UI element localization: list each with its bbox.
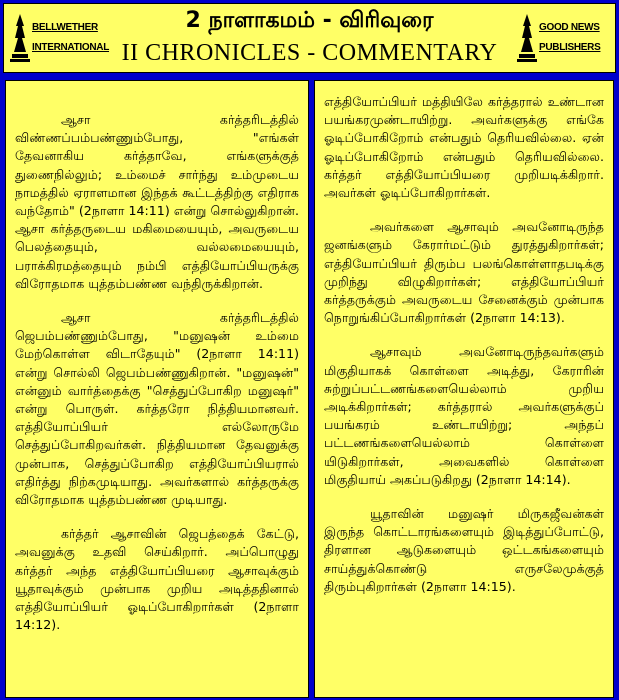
english-title: II CHRONICLES - COMMENTARY	[121, 40, 498, 66]
paragraph: ஆசா கர்த்தரிடத்தில் விண்ணப்பம்பண்ணும்போது, "எங்கள் தேவனாகிய கர்த்தாவே, எங்களுக்குத் துணைநில்லும்; உம்மைச் சார்ந்து உம்முடைய நாமத்தில் ஏராளமான இந்தக் கூட்டத்திற்கு எதிராக வந்தோம்" (2நாளா 14:11) என்று சொல்லுகிறான். ஆசா கர்த்தருடைய மகிமையையும், அவருடைய பெலத்தையும், வல்லமையையும், பராக்கிரமத்தையும் நம்பி எத்தியோப்பியருக்கு விரோதமாக யுத்தம்பண்ண வந்திருக்கிறான்.	[15, 112, 299, 291]
bellwether-logo-line2: INTERNATIONAL	[32, 42, 110, 53]
good-news-logo-text	[539, 18, 600, 58]
bellwether-logo-text	[32, 18, 109, 58]
left-column	[5, 80, 309, 698]
paragraph: ஆசாவும் அவனோடிருந்தவர்களும் மிகுதியாகக் கொள்ளை அடித்து, கேராரின் சுற்றுப்பட்டணங்களையெல்லாம் முறிய அடிக்கிறார்கள்; கர்த்தரால் அவர்களுக்குப் பயங்கரம் உண்டாயிற்று; அந்தப் பட்டணங்களையெல்லாம் கொள்ளை யிடுகிறார்கள், அவைகளில் கொள்ளை மிகுதியாய் அகப்படுகிறது (2நாளா 14:14).	[324, 344, 604, 487]
right-column	[314, 80, 614, 698]
paragraph: எத்தியோப்பியர் மத்தியிலே கர்த்தரால் உண்டான பயங்கரமுண்டாயிற்று. அவர்களுக்கு எங்கே ஓடிப்போகிறோம் என்பதும் தெரியவில்லை. ஏன் ஓடிப்போகிறோம் என்பதும் தெரியவில்லை. கர்த்தர் எத்தியோப்பியரை முறியடிக்கிறார். அவர்கள் ஓடிப்போகிறார்கள்.	[324, 94, 604, 201]
page-title-block	[112, 4, 507, 72]
tamil-title: 2 நாளாகமம் - விரிவுரை	[185, 8, 434, 33]
good-news-logo-line1: GOOD NEWS	[539, 22, 600, 33]
paragraph: ஆசா கர்த்தரிடத்தில் ஜெபம்பண்ணும்போது, "மனுஷன் உம்மை மேற்கொள்ள விடாதேயும்" (2நாளா 14:11) என்று சொல்லி ஜெபம்பண்ணுகிறான். "மனுஷன்" என்னும் வார்த்தைக்கு "செத்துப்போகிற மனுஷர்" என்று பொருள். கர்த்தரோ நித்தியமானவர். எத்தியோப்பியர் எல்லோருமே செத்துப்போகிறவர்கள். நித்தியமான தேவனுக்கு முன்பாக, செத்துப்போகிற எத்தியோப்பியரால் எதிர்த்து நிற்கமுடியாது. அவர்களால் கர்த்தருக்கு விரோதமாக யுத்தம்பண்ண முடியாது.	[15, 310, 299, 508]
good-news-publishers-logo	[517, 10, 609, 68]
bellwether-logo-line1: BELLWETHER	[32, 22, 98, 33]
paragraph: அவர்களை ஆசாவும் அவனோடிருந்த ஜனங்களும் கேரார்மட்டும் துரத்துகிறார்கள்; எத்தியோப்பியர் திரும்ப பலங்கொள்ளாதபடிக்கு முறிந்து விழுகிறார்கள்; எத்தியோப்பியர் கர்த்தருக்கும் அவருடைய சேனைக்கும் முன்பாக நொறுங்கிப்போகிறார்கள் (2நாளா 14:13).	[324, 219, 604, 326]
good-news-logo-line2: PUBLISHERS	[539, 42, 601, 53]
paragraph: கர்த்தர் ஆசாவின் ஜெபத்தைக் கேட்டு, அவனுக்கு உதவி செய்கிறார். அப்பொழுது கர்த்தர் அந்த எத்தியோப்பியரை ஆசாவுக்கும் யூதாவுக்கும் முன்பாக முறிய அடித்ததினால் எத்தியோப்பியர் ஓடிப்போகிறார்கள் (2நாளா 14:12).	[15, 526, 299, 633]
bellwether-mark-icon	[10, 12, 30, 64]
header-banner	[3, 3, 616, 73]
paragraph: யூதாவின் மனுஷர் மிருகஜீவன்கள் இருந்த கொட்டாரங்களையும் இடித்துப்போட்டு, திரளான ஆடுகளையும் ஒட்டகங்களையும் சாய்த்துக்கொண்டு எருசலேமுக்குத் திரும்புகிறார்கள் (2நாளா 14:15).	[324, 506, 604, 594]
good-news-mark-icon	[517, 12, 537, 64]
bellwether-logo	[10, 10, 110, 68]
